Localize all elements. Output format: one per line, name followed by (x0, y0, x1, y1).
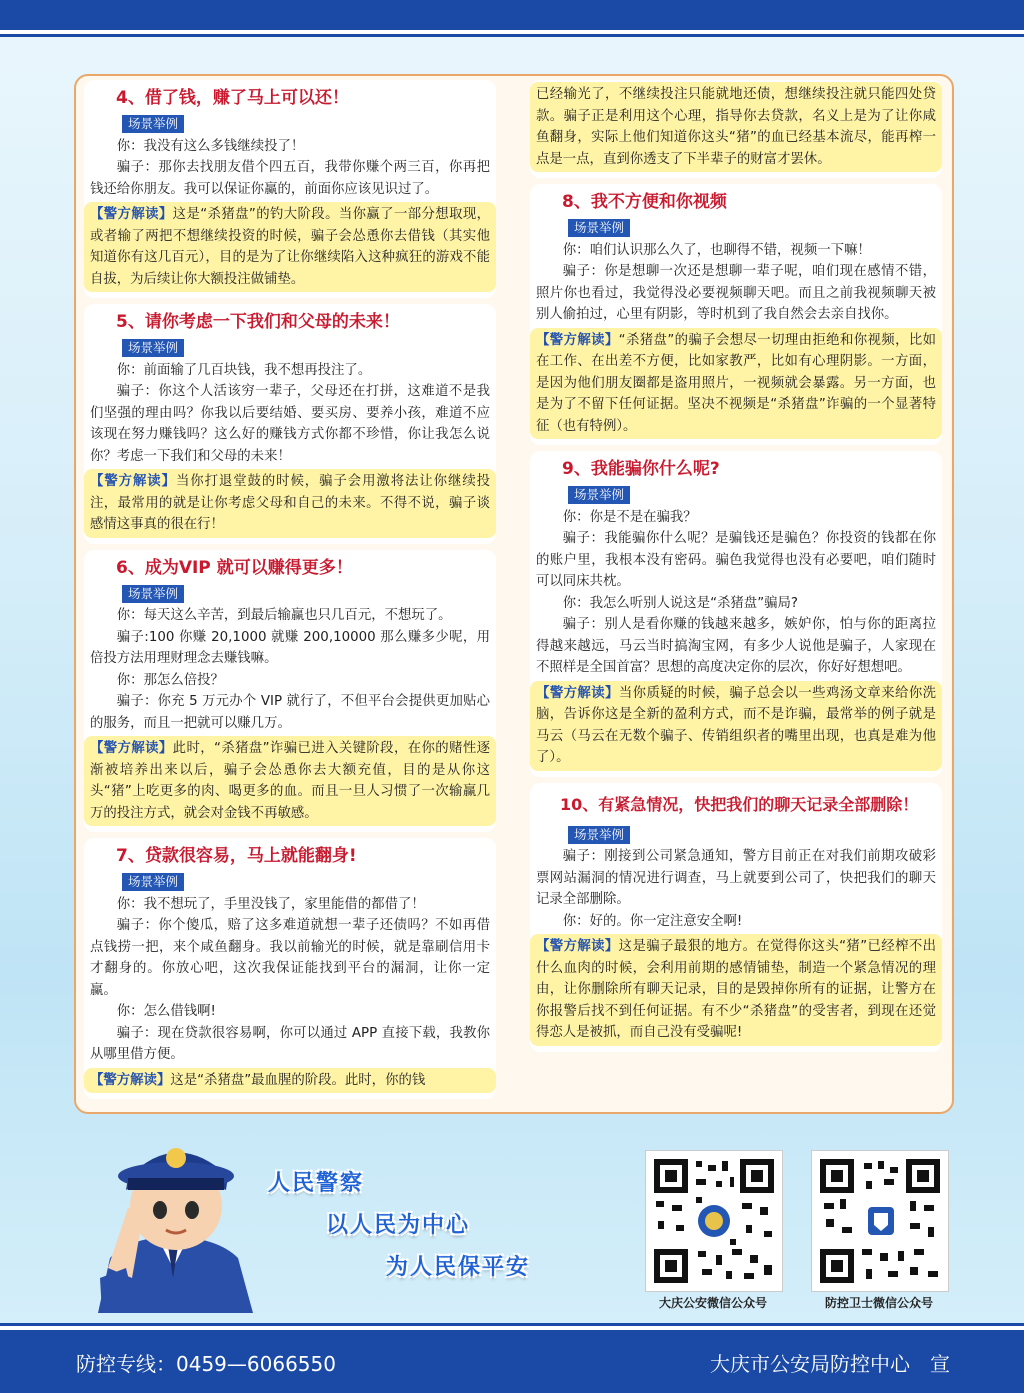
slogan-line-3: 为人民保平安 (386, 1255, 531, 1280)
section-title: 8、我不方便和你视频 (562, 192, 727, 212)
section-title: 4、借了钱，赚了马上可以还！ (116, 88, 349, 108)
police-note (84, 469, 496, 538)
scenario-tag: 场景举例 (122, 115, 184, 133)
scenario-tag: 场景举例 (122, 339, 184, 357)
dialog-line: 你：好的。你一定注意安全啊! (562, 913, 743, 929)
scenario-tag: 场景举例 (568, 219, 630, 237)
qr-code-prevention-guard (811, 1150, 949, 1292)
note-label: 【 警方解读 】 (90, 741, 173, 756)
dialog-line: 你：每天这么辛苦，到最后输赢也只几百元，不想玩了。 (116, 608, 452, 623)
note-label: 【 警方解读 】 (90, 207, 173, 222)
section-10 (530, 783, 942, 1052)
qr-caption-left: 大庆公安微信公众号 (658, 1296, 767, 1310)
note-text: 当你打退堂鼓的时候，骗子会用激将法让你继续投注，最常用的就是让你考虑父母和自己的未来。不得不说，骗子谈感情这事真的很在行！ (90, 474, 491, 532)
scenario-tag: 场景举例 (568, 826, 630, 844)
note-text: 这是“杀猪盘”的钓大阶段。当你赢了一部分想取现，或者输了两把不想继续投资的时候，骗子会怂恿你去借钱（其实他知道你有这几百元），目的是为了让你继续陷入这种疯狂的游戏不能自拔，为后续让你大额投注做铺垫。 (90, 207, 491, 287)
police-note (530, 328, 942, 440)
dialog-line: 骗子：现在贷款很容易啊，你可以通过 APP 直接下载，我教你从哪里借方便。 (90, 1025, 490, 1062)
police-note (84, 1068, 496, 1094)
scenario-tag: 场景举例 (122, 873, 184, 891)
dialog-line: 骗子：你是想聊一次还是想聊一辈子呢，咱们现在感情不错，照片你也看过，我觉得没必要视频聊天吧。而且之前我视频聊天被别人偷拍过，心里有阴影，等时机到了我自然会去亲自找你。 (536, 264, 936, 322)
section-4 (84, 80, 496, 298)
qr-code-daqing-police (645, 1150, 783, 1292)
section-title: 9、我能骗你什么呢? (562, 459, 720, 479)
section-7 (84, 838, 496, 1099)
note-label: 【 警方解读 】 (90, 474, 176, 489)
section-5 (84, 304, 496, 544)
note-text: 当你质疑的时候，骗子总会以一些鸡汤文章来给你洗脑，告诉你这是全新的盈利方式，而不是诈骗，最常举的例子就是马云（马云在无数个骗子、传销组织者的嘴里出现，也真是难为他了）。 (536, 685, 937, 765)
note-label: 【 警方解读 】 (536, 686, 619, 701)
dialog-line: 你：我怎么听别人说这是“杀猪盘”骗局? (562, 595, 799, 611)
note-text: “杀猪盘”的骗子会想尽一切理由拒绝和你视频，比如在工作、在出差不方便，比如家教严，比如有心理阴影。一方面，是因为他们朋友圈都是盗用照片，一视频就会暴露。另一方面，也是为了不留下任何证据。坚决不视频是“杀猪盘”诈骗的一个显著特征（也有特例）。 (536, 332, 937, 434)
note-label: 【 警方解读 】 (536, 333, 619, 348)
dialog-line: 骗子：刚接到公司紧急通知，警方目前正在对我们前期攻破彩票网站漏洞的情况进行调查，马上就要到公司了，快把我们的聊天记录全部删除。 (536, 849, 936, 907)
section-title: 5、请你考虑一下我们和父母的未来！ (116, 312, 400, 332)
note-text: 此时，“杀猪盘”诈骗已进入关键阶段，在你的赌性逐渐被培养出来以后，骗子会怂恿你去大额充值，目的是从你这头“猪”上吃更多的肉、喝更多的血。而且一旦人习惯了一次输赢几万的投注方式，就会对金钱不再敏感。 (90, 741, 491, 821)
note-text: 这是骗子最狠的地方。在觉得你这头“猪”已经榨不出什么血肉的时候，会利用前期的感情铺垫，制造一个紧急情况的理由，让你删除所有聊天记录，目的是毁掉你所有的证据，让警方在你报警后找不到任何证据。有不少“杀猪盘”的受害者，到现在还觉得恋人是被抓，而自己没有受骗呢! (536, 939, 937, 1040)
police-note (84, 202, 496, 292)
dialog-line: 骗子:100 你赚 20,1000 就赚 200,10000 那么赚多少呢，用倍投方法用理财理念去赚钱嘛。 (90, 629, 490, 666)
dialog-line: 你：那怎么倍投？ (116, 672, 224, 688)
dialog-line: 你：你是不是在骗我？ (562, 509, 697, 525)
section-8 (530, 184, 942, 445)
dialog-line: 骗子：你充 5 万元办个 VIP 就行了，不但平台会提供更加贴心的服务，而且一把就可以赚几万。 (90, 694, 490, 731)
section-7-continued (530, 80, 942, 178)
police-mascot-illustration (88, 1118, 258, 1313)
dialog-line: 骗子：你个傻瓜，赔了这多难道就想一辈子还债吗？不如再借点钱捞一把，来个咸鱼翻身。我以前输光的时候，就是靠刷信用卡才翻身的。你放心吧，这次我保证能找到平台的漏洞，让你一定赢。 (90, 918, 490, 998)
top-banner (0, 0, 1024, 34)
dialog-line: 你：我不想玩了，手里没钱了，家里能借的都借了！ (116, 896, 425, 912)
slogan-line-1: 人民警察 (268, 1171, 365, 1196)
dialog-line: 你：我没有这么多钱继续投了！ (116, 138, 305, 154)
scenario-tag: 场景举例 (122, 585, 184, 603)
section-9 (530, 451, 942, 777)
right-column (530, 80, 942, 1052)
dialog-line: 骗子：我能骗你什么呢？是骗钱还是骗色？你投资的钱都在你的账户里，我根本没有密码。骗色我觉得也没有必要吧，咱们随时可以同床共枕。 (536, 531, 936, 589)
dialog-line: 骗子：你这个人活该穷一辈子，父母还在打拼，这难道不是我们坚强的理由吗？你我以后要结婚、要买房、要养小孩，难道不应该现在努力赚钱吗？这么好的赚钱方式你都不珍惜，你让我怎么说你？考虑一下我们和父母的未来！ (90, 384, 490, 464)
dialog-line: 你：怎么借钱啊! (116, 1004, 216, 1019)
note-label: 【 警方解读 】 (536, 939, 619, 954)
section-title: 6、成为VIP 就可以赚得更多！ (116, 557, 353, 578)
dialog-line: 骗子：别人是看你赚的钱越来越多，嫉妒你，怕与你的距离拉得越来越远，马云当时搞淘宝网，有多少人说他是骗子，人家现在不照样是全国首富？思想的高度决定你的层次，你好好想想吧。 (536, 617, 936, 675)
police-note (530, 934, 942, 1046)
scenario-tag: 场景举例 (568, 486, 630, 504)
qr-caption-right: 防控卫士微信公众号 (824, 1296, 933, 1310)
dialog-line: 你：前面输了几百块钱，我不想再投注了。 (116, 362, 372, 378)
police-note (530, 681, 942, 771)
left-column (84, 80, 496, 1099)
note-label: 【 警方解读 】 (90, 1073, 170, 1088)
police-note (84, 736, 496, 826)
issuer-text: 大庆市公安局防控中心 宣 (710, 1352, 950, 1376)
section-title: 7、贷款很容易，马上就能翻身! (116, 846, 357, 866)
hotline-text: 防控专线：0459—6066550 (76, 1352, 336, 1376)
note-continued-text: 已经输光了，不继续投注只能就地还债，想继续投注就只能四处贷款。骗子正是利用这个心理，指导你去贷款，名义上是为了让你咸鱼翻身，实际上他们知道你这头“猪”的血已经基本流尽，能再榨一点是一点，直到你透支了下半辈子的财富才罢休。 (530, 82, 942, 172)
dialog-line: 你：咱们认识那么久了，也聊得不错，视频一下嘛！ (562, 242, 871, 258)
dialog-line: 骗子：那你去找朋友借个四五百，我带你赚个两三百，你再把钱还给你朋友。我可以保证你赢的，前面你应该见识过了。 (90, 160, 490, 197)
slogan-line-2: 以人民为中心 (326, 1213, 471, 1238)
section-6 (84, 550, 496, 833)
section-title: 10、有紧急情况，快把我们的聊天记录全部删除！ (560, 794, 919, 814)
note-text: 这是“杀猪盘”最血腥的阶段。此时，你的钱 (170, 1072, 426, 1088)
